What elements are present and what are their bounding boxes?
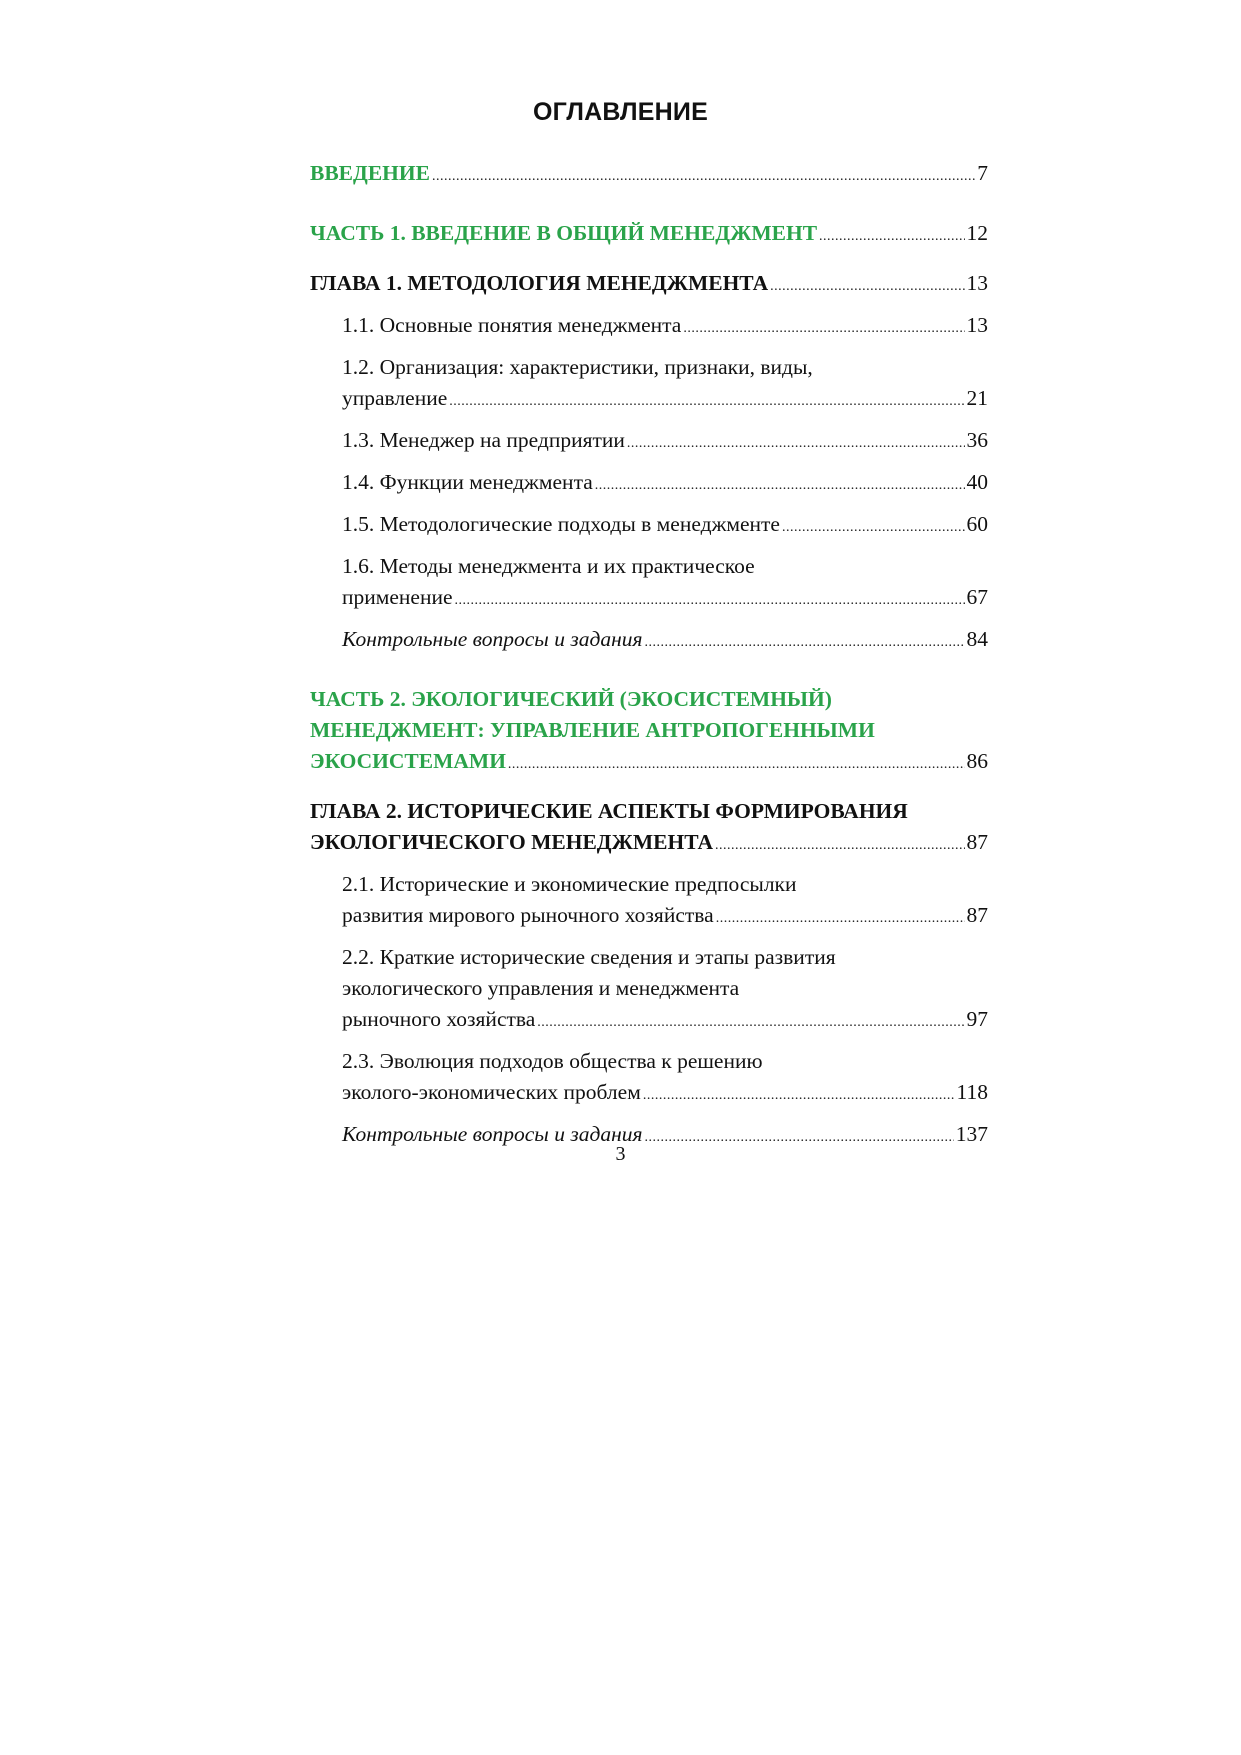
toc-entry-text: применение (342, 585, 453, 609)
toc-page-number: 97 (966, 1007, 988, 1031)
toc-entry-section (310, 310, 988, 344)
toc-page-number: 21 (966, 386, 988, 410)
dot-leader (819, 221, 964, 252)
toc-entry-text: ЭКОЛОГИЧЕСКОГО МЕНЕДЖМЕНТА (310, 830, 713, 854)
toc-entry-section (310, 509, 988, 543)
toc-page-number: 13 (966, 313, 988, 337)
toc-page-number: 12 (966, 221, 988, 245)
toc-entry-row (310, 268, 988, 302)
toc-entry-row (342, 310, 988, 344)
toc-page-number: 36 (966, 428, 988, 452)
dot-leader (595, 470, 965, 501)
toc-entry-text: ГЛАВА 2. ИСТОРИЧЕСКИЕ АСПЕКТЫ ФОРМИРОВАНИЯ (310, 799, 908, 823)
toc-entry-section (310, 425, 988, 459)
toc-entry-row (310, 218, 988, 252)
toc-page-number: 84 (966, 627, 988, 651)
toc-entry-text: 2.3. Эволюция подходов общества к решению (342, 1049, 763, 1073)
toc-entry-row (342, 1077, 988, 1111)
toc-entry-text: 1.2. Организация: характеристики, признаки, виды, (342, 355, 813, 379)
toc-entry-text: рыночного хозяйства (342, 1007, 536, 1031)
toc-entry-row (342, 509, 988, 543)
toc-page-number: 118 (956, 1080, 988, 1104)
toc-entry-part (310, 218, 988, 252)
dot-leader (782, 512, 965, 543)
toc-entry-section (310, 467, 988, 501)
toc-entry-text: эколого-экономических проблем (342, 1080, 641, 1104)
toc-entry-text: экологического управления и менеджмента (342, 976, 740, 1000)
toc-entry-section (310, 1046, 988, 1111)
toc-page-number: 137 (955, 1122, 988, 1146)
dot-leader (770, 271, 964, 302)
dot-leader (455, 585, 965, 616)
page-number: 3 (615, 1143, 626, 1165)
table-of-contents (310, 158, 988, 1153)
toc-page-number: 7 (977, 161, 988, 185)
dot-leader (643, 1080, 955, 1111)
dot-leader (432, 161, 975, 192)
toc-entry-text: ЧАСТЬ 2. ЭКОЛОГИЧЕСКИЙ (ЭКОСИСТЕМНЫЙ) (310, 687, 832, 711)
dot-leader (537, 1007, 964, 1038)
toc-entry-text: ВВЕДЕНИЕ (310, 161, 430, 185)
toc-entry-questions (310, 624, 988, 658)
toc-entry-text: 2.1. Исторические и экономические предпосылки (342, 872, 797, 896)
dot-leader (508, 749, 965, 780)
toc-entry-row (342, 582, 988, 616)
toc-entry-row (342, 624, 988, 658)
toc-entry-row (310, 158, 988, 192)
toc-entry-text: ЧАСТЬ 1. ВВЕДЕНИЕ В ОБЩИЙ МЕНЕДЖМЕНТ (310, 221, 818, 245)
toc-entry-text: 1.3. Менеджер на предприятии (342, 428, 625, 452)
toc-entry-chapter (310, 796, 988, 861)
toc-entry-part (310, 158, 988, 192)
toc-page-number: 87 (966, 830, 988, 854)
toc-page-number: 13 (966, 271, 988, 295)
toc-entry-row (342, 900, 988, 934)
dot-leader (683, 313, 964, 344)
dot-leader (715, 830, 965, 861)
toc-entry-row (342, 467, 988, 501)
toc-entry-row (310, 827, 988, 861)
toc-page-number: 86 (966, 749, 988, 773)
toc-entry-section (310, 352, 988, 417)
dot-leader (645, 627, 965, 658)
toc-entry-row (342, 425, 988, 459)
dot-leader (627, 428, 965, 459)
toc-entry-text: управление (342, 386, 448, 410)
toc-entry-row (342, 383, 988, 417)
toc-entry-part (310, 684, 988, 780)
toc-entry-text: Контрольные вопросы и задания (342, 1122, 643, 1146)
toc-entry-section (310, 942, 988, 1038)
toc-entry-chapter (310, 268, 988, 302)
toc-entry-text: развития мирового рыночного хозяйства (342, 903, 714, 927)
toc-entry-text: 1.1. Основные понятия менеджмента (342, 313, 682, 337)
toc-entry-section (310, 869, 988, 934)
toc-entry-text: ЭКОСИСТЕМАМИ (310, 749, 506, 773)
toc-entry-text: 1.4. Функции менеджмента (342, 470, 593, 494)
toc-entry-text: ГЛАВА 1. МЕТОДОЛОГИЯ МЕНЕДЖМЕНТА (310, 271, 769, 295)
page-title: ОГЛАВЛЕНИЕ (533, 98, 708, 126)
toc-entry-row (310, 746, 988, 780)
toc-entry-text: 1.5. Методологические подходы в менеджменте (342, 512, 780, 536)
dot-leader (449, 386, 964, 417)
toc-page-number: 40 (966, 470, 988, 494)
toc-page-number: 87 (966, 903, 988, 927)
toc-page-number: 60 (966, 512, 988, 536)
toc-entry-text: Контрольные вопросы и задания (342, 627, 643, 651)
toc-entry-row (342, 1004, 988, 1038)
dot-leader (716, 903, 965, 934)
toc-page-number: 67 (966, 585, 988, 609)
toc-entry-text: МЕНЕДЖМЕНТ: УПРАВЛЕНИЕ АНТРОПОГЕННЫМИ (310, 718, 875, 742)
toc-entry-text: 2.2. Краткие исторические сведения и этапы развития (342, 945, 836, 969)
toc-entry-section (310, 551, 988, 616)
toc-entry-text: 1.6. Методы менеджмента и их практическое (342, 554, 755, 578)
